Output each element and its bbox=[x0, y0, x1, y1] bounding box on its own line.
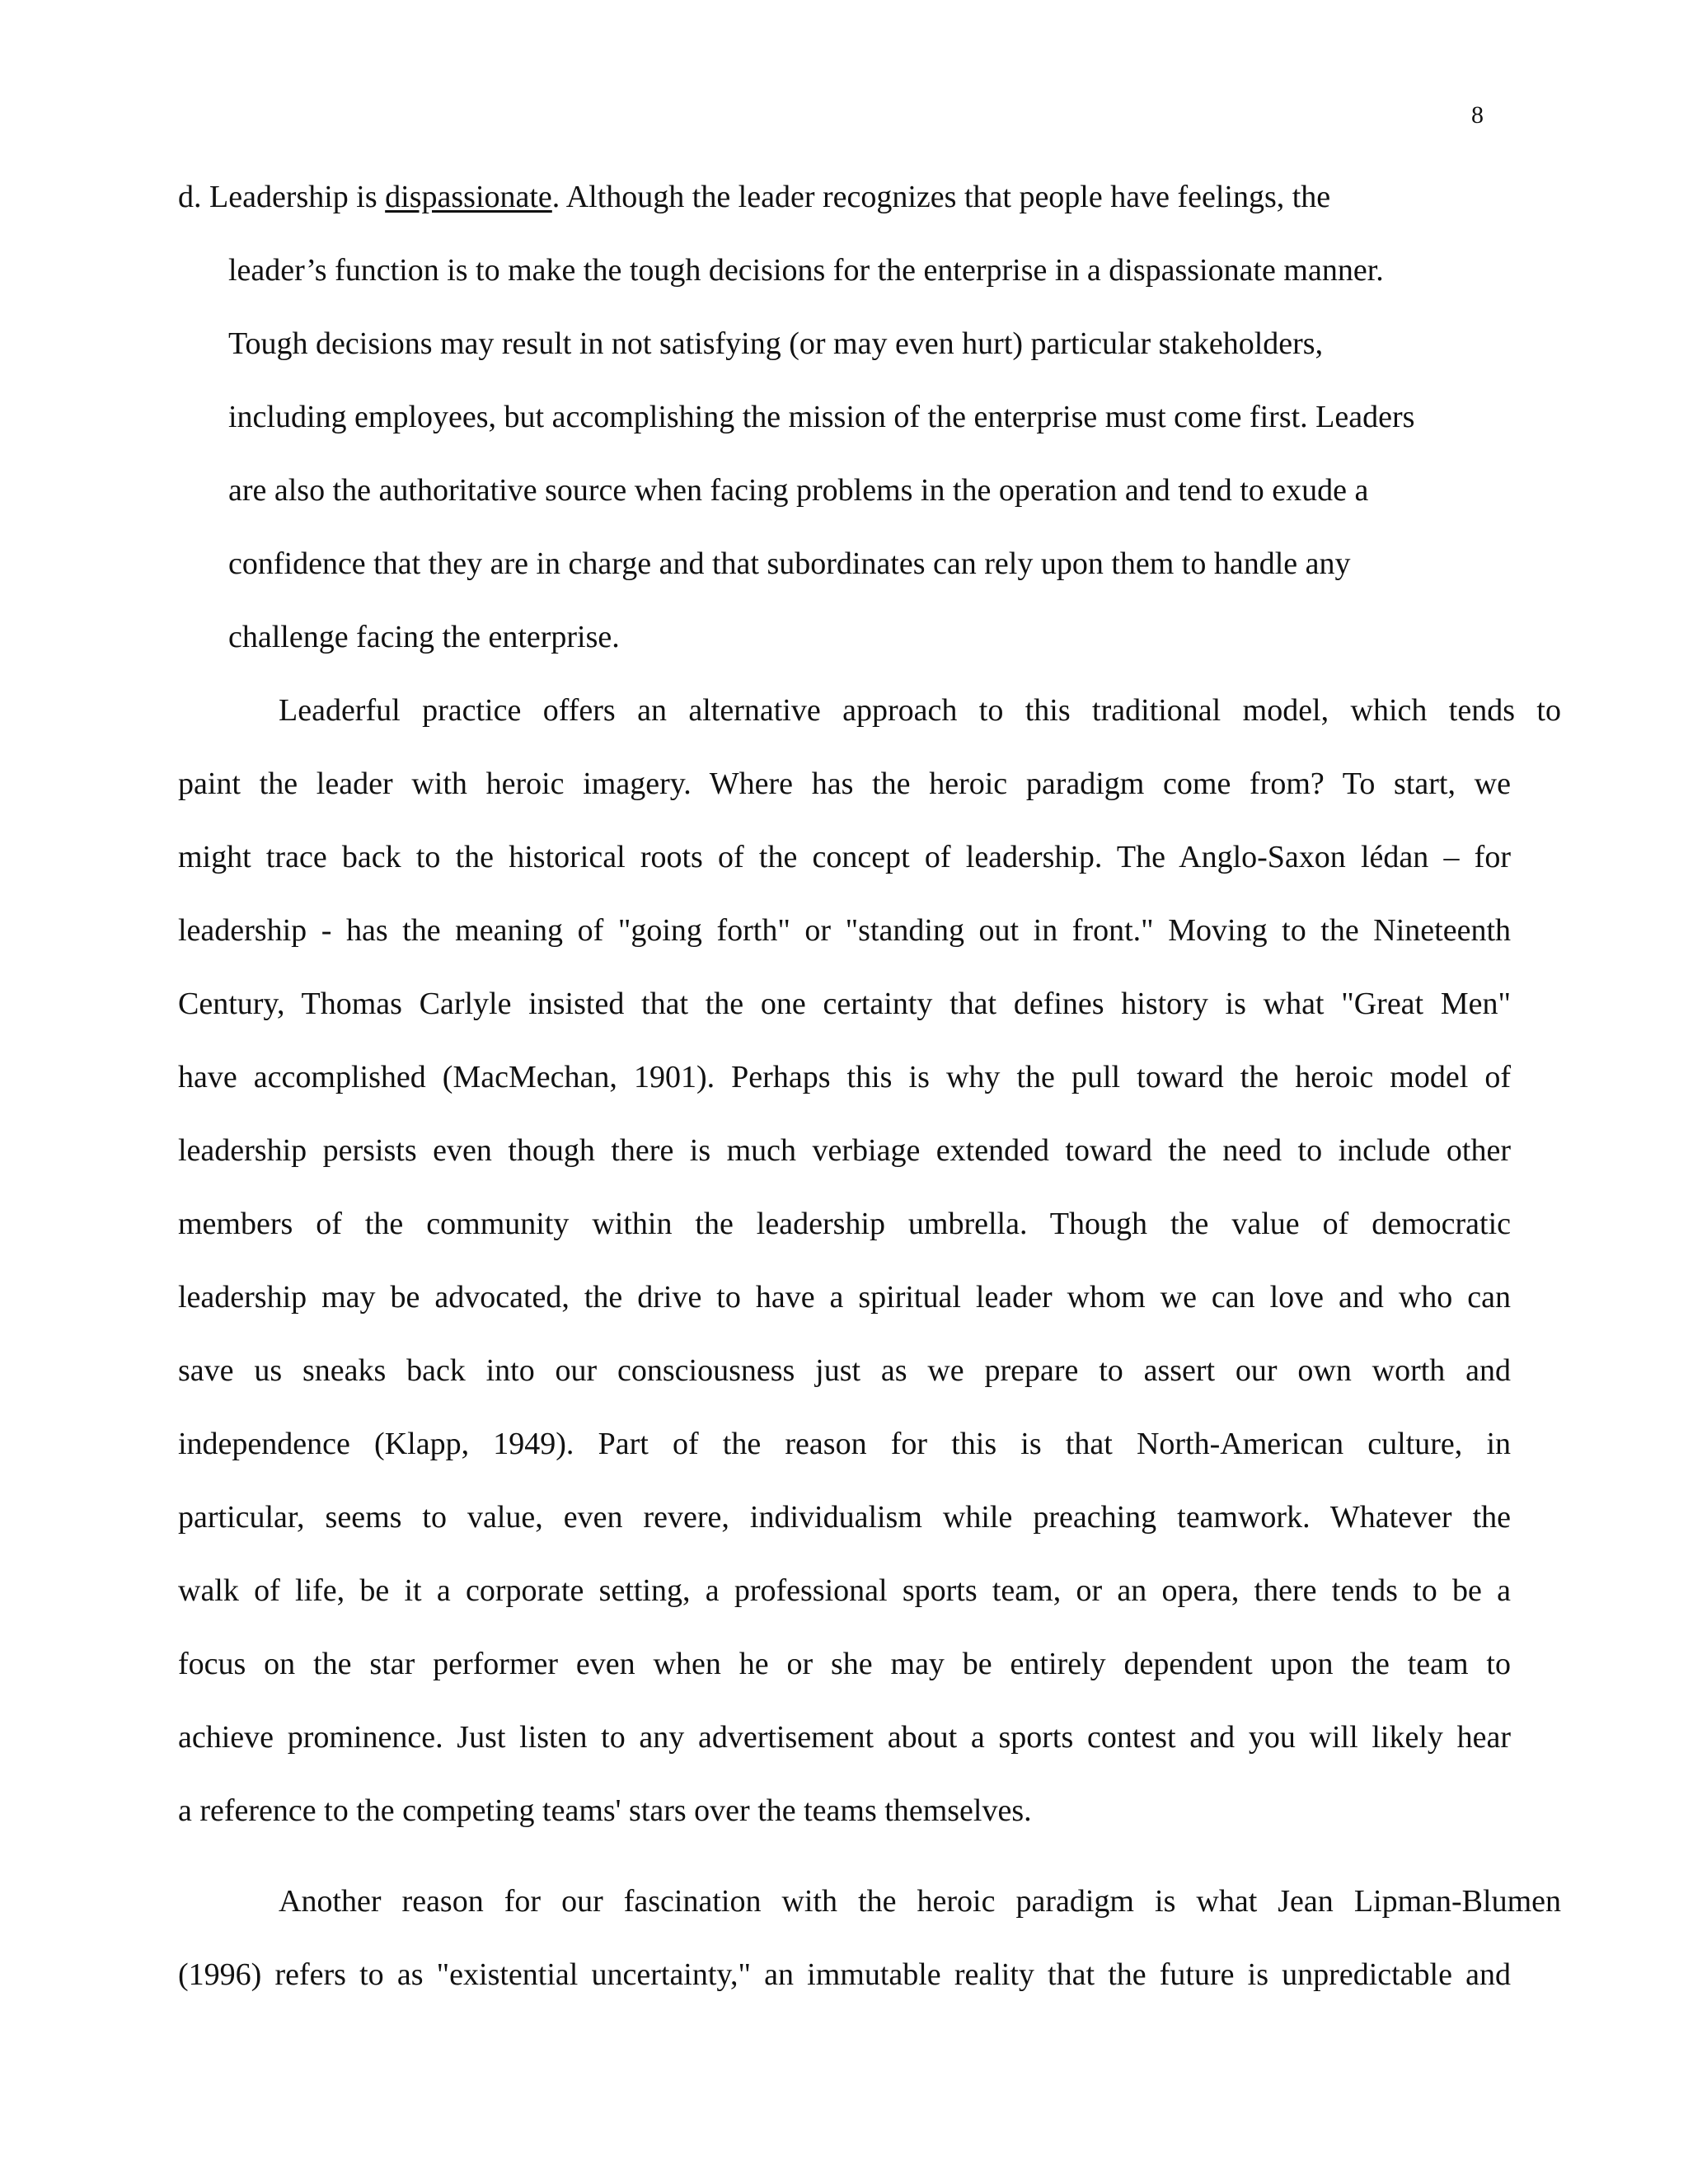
paragraph-line: members of the community within the leadership umbrella. Though the value of democratic bbox=[178, 1207, 1511, 1241]
paragraph-line: independence (Klapp, 1949). Part of the reason for this is that North-American culture, in bbox=[178, 1427, 1511, 1461]
item-d-first-line bbox=[178, 178, 1330, 216]
paragraph-line: Century, Thomas Carlyle insisted that the one certainty that defines history is what "Great Men" bbox=[178, 987, 1511, 1021]
paragraph-line: achieve prominence. Just listen to any advertisement about a sports contest and you will likely hear bbox=[178, 1720, 1511, 1755]
item-d-line: challenge facing the enterprise. bbox=[228, 620, 620, 654]
paragraph-line: walk of life, be it a corporate setting, a professional sports team, or an opera, there tends to be a bbox=[178, 1573, 1511, 1608]
paragraph-line: leadership may be advocated, the drive to have a spiritual leader whom we can love and who can bbox=[178, 1280, 1511, 1315]
item-d-line: are also the authoritative source when facing problems in the operation and tend to exude a bbox=[228, 473, 1369, 508]
paragraph-line: save us sneaks back into our consciousness just as we prepare to assert our own worth and bbox=[178, 1353, 1511, 1388]
paragraph-line: leadership - has the meaning of "going forth" or "standing out in front." Moving to the Nineteenth bbox=[178, 913, 1511, 948]
paragraph-line: might trace back to the historical roots of the concept of leadership. The Anglo-Saxon lédan – for bbox=[178, 840, 1511, 874]
paragraph-line: Another reason for our fascination with the heroic paradigm is what Jean Lipman-Blumen bbox=[279, 1884, 1561, 1919]
paragraph-line: particular, seems to value, even revere, individualism while preaching teamwork. Whatever the bbox=[178, 1500, 1511, 1535]
paragraph-line: have accomplished (MacMechan, 1901). Perhaps this is why the pull toward the heroic model of bbox=[178, 1060, 1511, 1094]
paragraph-line: focus on the star performer even when he or she may be entirely dependent upon the team to bbox=[178, 1647, 1511, 1681]
paragraph-line: paint the leader with heroic imagery. Where has the heroic paradigm come from? To start, we bbox=[178, 766, 1511, 801]
item-d-line: including employees, but accomplishing the mission of the enterprise must come first. Leaders bbox=[228, 400, 1415, 434]
item-d-line: Tough decisions may result in not satisfying (or may even hurt) particular stakeholders, bbox=[228, 326, 1324, 361]
item-d-lead: d. Leadership is bbox=[178, 180, 386, 214]
paragraph-line: (1996) refers to as "existential uncertainty," an immutable reality that the future is unpredictable and bbox=[178, 1957, 1511, 1992]
page-number: 8 bbox=[1471, 101, 1484, 129]
item-d-line: confidence that they are in charge and that subordinates can rely upon them to handle any bbox=[228, 546, 1351, 581]
paragraph-line: a reference to the competing teams' stars over the teams themselves. bbox=[178, 1793, 1032, 1828]
item-d-rest: . Although the leader recognizes that people have feelings, the bbox=[551, 180, 1331, 214]
item-d-line: leader’s function is to make the tough decisions for the enterprise in a dispassionate manner. bbox=[228, 253, 1384, 288]
paragraph-line: leadership persists even though there is much verbiage extended toward the need to include other bbox=[178, 1133, 1511, 1168]
paragraph-line: Leaderful practice offers an alternative approach to this traditional model, which tends to bbox=[279, 693, 1561, 728]
item-d-underlined-term: dispassionate bbox=[385, 180, 552, 214]
